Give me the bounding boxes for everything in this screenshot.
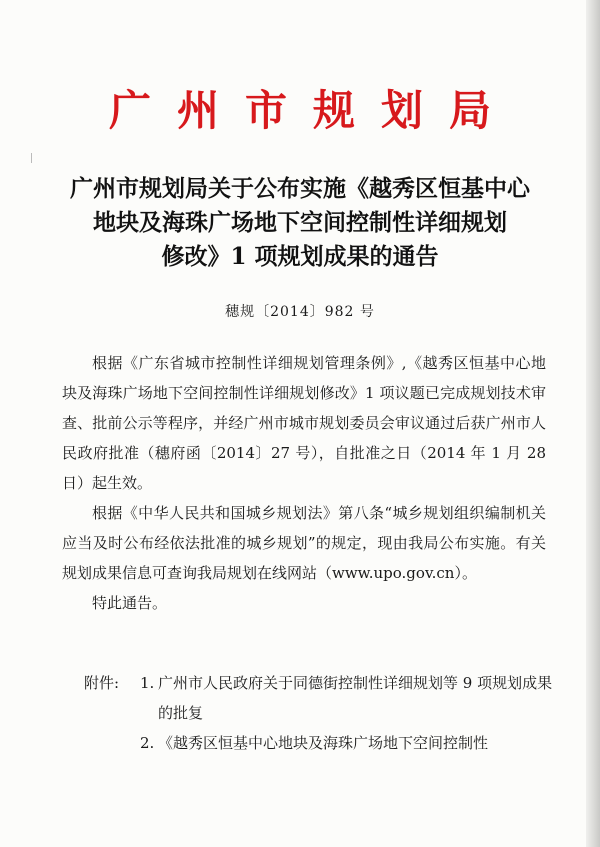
title-line: 地块及海珠广场地下空间控制性详细规划: [93, 209, 507, 236]
margin-mark: [31, 153, 35, 163]
attachments-list: [84, 668, 554, 758]
title-line: 广州市规划局关于公布实施《越秀区恒基中心: [70, 175, 530, 202]
paragraph: 根据《广东省城市控制性详细规划管理条例》,《越秀区恒基中心地块及海珠广场地下空间控制性详细规划修改》1 项议题已完成规划技术审查、批前公示等程序，并经广州市城市规划委员会审议通过后获广州市人民政府批准（穗府函〔2014〕27 号），自批准之日（2014 年 1 月 28 日）起生效。: [62, 354, 546, 492]
attachment-number: 2.: [140, 734, 155, 752]
attachment-item: [84, 728, 554, 758]
paragraph: 特此通告。: [92, 594, 168, 612]
document-title: [40, 172, 560, 274]
document-number: 穗规〔2014〕982 号: [225, 304, 375, 320]
attachment-item: [84, 668, 554, 728]
paragraph: 根据《中华人民共和国城乡规划法》第八条“城乡规划组织编制机关应当及时公布经依法批准的城乡规划”的规定，现由我局公布实施。有关规划成果信息可查询我局规划在线网站（www.upo.gov.cn）。: [62, 504, 546, 582]
title-line: 修改》1 项规划成果的通告: [161, 243, 439, 270]
attachment-text: 广州市人民政府关于同德街控制性详细规划等 9 项规划成果的批复: [158, 674, 553, 722]
attachment-text: 《越秀区恒基中心地块及海珠广场地下空间控制性: [158, 734, 489, 752]
body-text: [62, 348, 546, 618]
agency-letterhead: 广州市规划局: [108, 86, 517, 135]
attachments-label: 附件:: [84, 674, 120, 692]
attachment-number: 1.: [140, 674, 155, 692]
